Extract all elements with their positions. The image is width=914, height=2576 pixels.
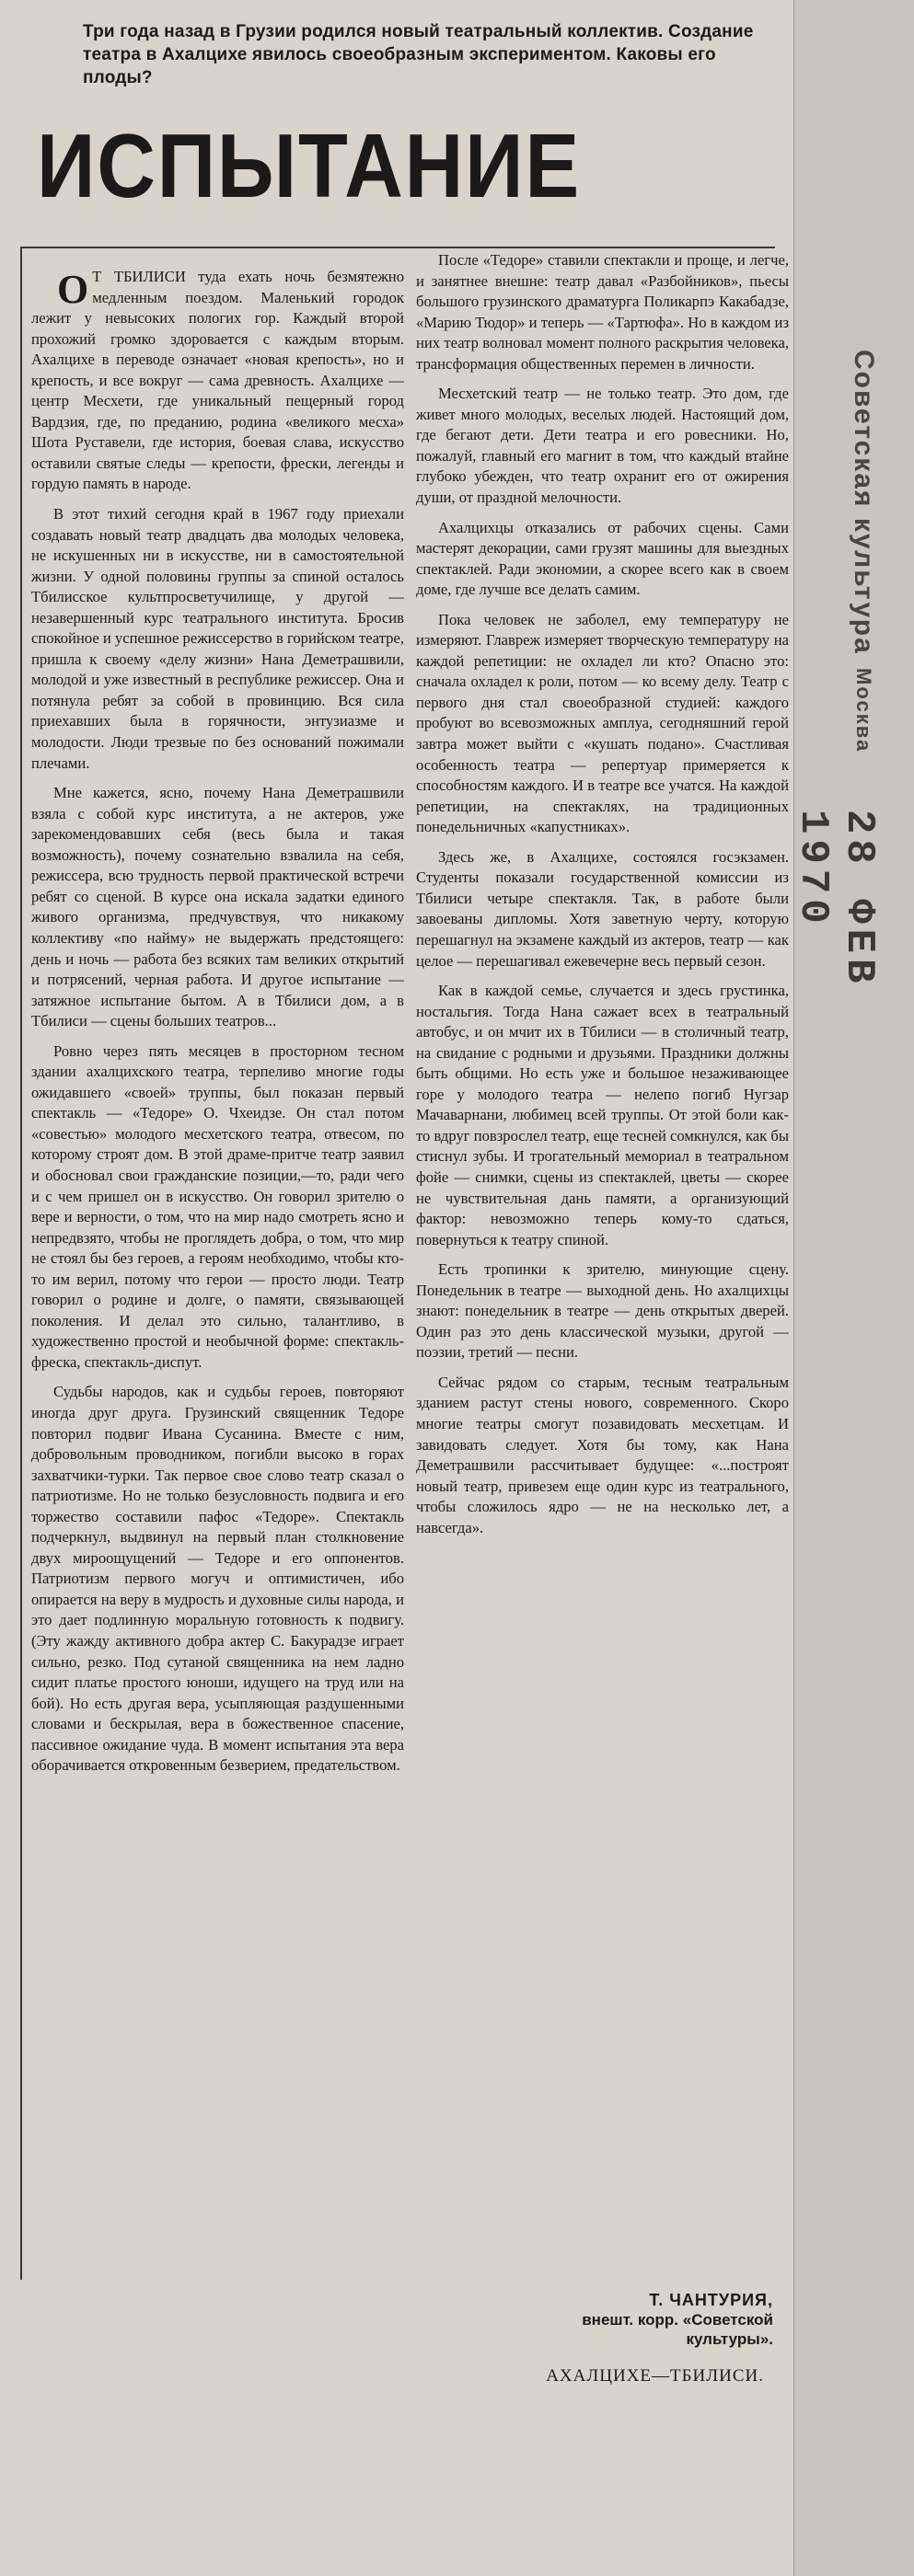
paragraph-4: Ровно через пять месяцев в просторном тесном здании ахалцихского театра, терпеливо многие годы ожидавшего «своей» труппы, был показан первый спектакль — «Тедоре» О. Чхеидзе. Он стал потом «совестью» молодого месхетского театра, отвесом, по которому строят дом. В этой драме-притче театр заявил и обосновал свои гражданские позиции,—то, ради чего и с чем пришел он в искусство. Он говорил зрителю о вере и верности, о том, что на мир надо смотреть ясно и непредвзято, чтобы не проглядеть добра, о том, что мир не стоял бы без героев, а героям необходимо, чтобы кто-то им верил, потому что герои — просто люди. Театр говорил о родине и долге, о памяти, связывающей поколения. И делал это сильно, талантливо, в художественно простой и необычной форме: спектакль-фреска, спектакль-диспут. — [31, 1041, 404, 1371]
paragraph-9: Пока человек не заболел, ему температуру не измеряют. Главреж измеряет творческую температуру на каждой репетиции: не охладел ли кто? Опасно это: сначала охладел к роли, потом — ко всему делу. Театр с первого дня стал своеобразной студией: каждого пробуют во всевозможных амплуа, сегодняшний герой завтра может выйти с «кушать подано». Счастливая особенность театра — репертуар примеряется к способностям каждого. И в театре все учатся. На каждой репетиции, на спектаклях, на традиционных понедельничных «капустниках». — [416, 610, 789, 836]
paragraph-12: Есть тропинки к зрителю, минующие сцену. Понедельник в театре — выходной день. Но ахалцихцы знают: понедельник в театре — день открытых дверей. Один раз это день классической музыки, другой — поэзии, третий — песни. — [416, 1260, 789, 1362]
paragraph-11: Как в каждой семье, случается и здесь грустинка, ностальгия. Тогда Нана сажает всех в театральный автобус, и он мчит их в Тбилиси — в столичный театр, на свидание с родными и друзьями. Праздники должны быть общими. Но есть уже и большое незаживающее горе у молодого театра — нелепо погиб Нугзар Мачаварнани, любимец всей труппы. От этой боли как-то вдруг повзрослел театр, еще тесней сомкнулся, как бы стиснул зубы. И трогательный мемориал в театральном фойе — снимки, сцены из спектаклей, цветы — скорее не чувствительная дань памяти, а организующий фактор: невозможно теперь кому-то сдаться, повернуться к театру спиной. — [416, 982, 789, 1248]
dateline-place: АХАЛЦИХЕ—ТБИЛИСИ. — [546, 2366, 764, 2386]
author-role: внешт. корр. «Советской культуры». — [582, 2311, 773, 2348]
paragraph-13: Сейчас рядом со старым, тесным театральным зданием растут стены нового, современного. Скоро многие театры смогут позавидовать месхетцам. И завидовать следует. Хотя бы тому, как Нана Деметрашвили рассчитывает будущее: «...построят новый театр, привезем еще один курс из театрального, чтобы сложилось ядро — не на несколько лет, а навсегда». — [416, 1373, 789, 1536]
paragraph-1: О Т ТБИЛИСИ туда ехать ночь безмятежно медленным поездом. Маленький городок лежит у невысоких пологих гор. Каждый второй прохожий громко здоровается с каждым вторым. Ахалцихе в переводе означает «новая крепость», но и крепость, и все вокруг — сама древность. Ахалцихе — центр Месхети, где уникальный пещерный город Вардзия, где, по преданию, родина «великого месха» Шота Руставели, где история, боевая слава, искусство оставили святые следы — крепости, фрески, легенды и гордую память в народе. — [31, 267, 404, 493]
divider-vertical — [20, 247, 22, 2280]
date-stamp: 28 ФЕВ 1970 — [790, 810, 882, 989]
paragraph-5: Судьбы народов, как и судьбы героев, повторяют иногда друг друга. Грузинский священник Тедоре повторил подвиг Ивана Сусанина. Вместе с ним, добровольным проводником, погибли высоко в горах захватчики-турки. Так первое свое слово театр сказал о патриотизме. Но не только безусловность подвига и его торжество составили пафос «Тедоре». Спектакль подчеркнул, выдвинул на первый план столкновение двух мироощущений — Тедоре и его оппонентов. Патриотизм первого могуч и оптимистичен, ибо опирается на веру в мудрость и духовные силы народа, и это дает подлинную моральную готовность к подвигу. (Эту жажду активного добра актер С. Бакурадзе играет сильно, резко. Под сутаной священника на нем ладно сидит платье простого юноши, идущего на труд или на бой). Но есть другая вера, усыпляющая раздушенными словами и бескрылая, вера в божественное спасение, пассивное ожидание чуда. В момент испытания эта вера оборачивается откровенным безверием, предательством. — [31, 1383, 404, 1775]
paragraph-3: Мне кажется, ясно, почему Нана Деметрашвили взяла с собой курс института, а не актеров, уже зарекомендовавших себя (весь была и такая возможность), почему сознательно взвалила на себя, режиссера, всю трудность первой практической встречи ребят со сценой. В курсе она искала задатки единого живого организма, предчувствуя, что никакому коллективу «по найму» не выдержать предстоящего: день и ночь — работа без всяких там великих открытий и потрясений, черная работа. И другое испытание — затяжное испытание бытом. А в Тбилиси дом, а в Тбилиси — сцены больших театров... — [31, 784, 404, 1030]
paragraph-10: Здесь же, в Ахалцихе, состоялся госэкзамен. Студенты показали государственной комиссии из Тбилиси четыре спектакля. Так, в работе были завоеваны дипломы. Хотя заветную черту, которую перешагнул на экзамене каждый из актеров, театр — как целое — перешагивал ежевечерне весь первый сезон. — [416, 847, 789, 970]
drop-cap: О — [57, 267, 89, 312]
article-column-left — [31, 267, 404, 2263]
author-name: Т. ЧАНТУРИЯ, — [649, 2291, 773, 2309]
article-column-right — [416, 250, 789, 2247]
divider-horizontal — [20, 247, 775, 248]
paragraph-7: Месхетский театр — не только театр. Это дом, где живет много молодых, веселых людей. Настоящий дом, где бегают дети. Дети театра и его ровесники. Но, пожалуй, главный его магнит в том, что каждый втайне глубоко убежден, что театр охранит его от ожирения души, от праздной мелочности. — [416, 385, 789, 507]
paragraph-6: После «Тедоре» ставили спектакли и проще, и легче, и занятнее внешне: театр давал «Разбойников», пьесы большого грузинского драматурга Поликарпэ Какабадзе, «Марию Тюдор» и теперь — «Тартюфа». Но в каждом из них театр волновал момент полного раскрытия человека, трансформация общественных перемен в личности. — [416, 251, 789, 373]
article-lede: Три года назад в Грузии родился новый театральный коллектив. Создание театра в Ахалцихе явилось своеобразным экспериментом. Каковы его плоды? — [83, 22, 754, 87]
paragraph-8: Ахалцихцы отказались от рабочих сцены. Сами мастерят декорации, сами грузят машины для выездных спектаклей. Ради экономии, а скорее всего как в своем доме, где лучше все делать самим. — [416, 518, 789, 599]
newspaper-name-stamp: Советская культура Москва — [849, 350, 879, 753]
author-signature — [497, 2291, 773, 2349]
article-title: ИСПЫТАНИЕ — [37, 115, 581, 216]
paragraph-2: В этот тихий сегодня край в 1967 году приехали создавать новый театр двадцать два молодых человека, не искушенных ни в искусстве, ни в самостоятельной жизни. У одной половины группы за спиной осталось Тбилисское культпросветучилище, у другой — незавершенный курс театрального института. Бросив спокойное и успешное режиссерство в горийском театре, пришла к своему «делу жизни» Нана Деметрашвили, молодой и уже известный в республике режиссер. Она и потянула ребят за собой в провинцию. Вся сила приехавших была в горячности, энтузиазме и молодости. Люди трезвые по без оснований пожимали плечами. — [31, 505, 404, 772]
stamp-city: Москва — [852, 668, 875, 753]
